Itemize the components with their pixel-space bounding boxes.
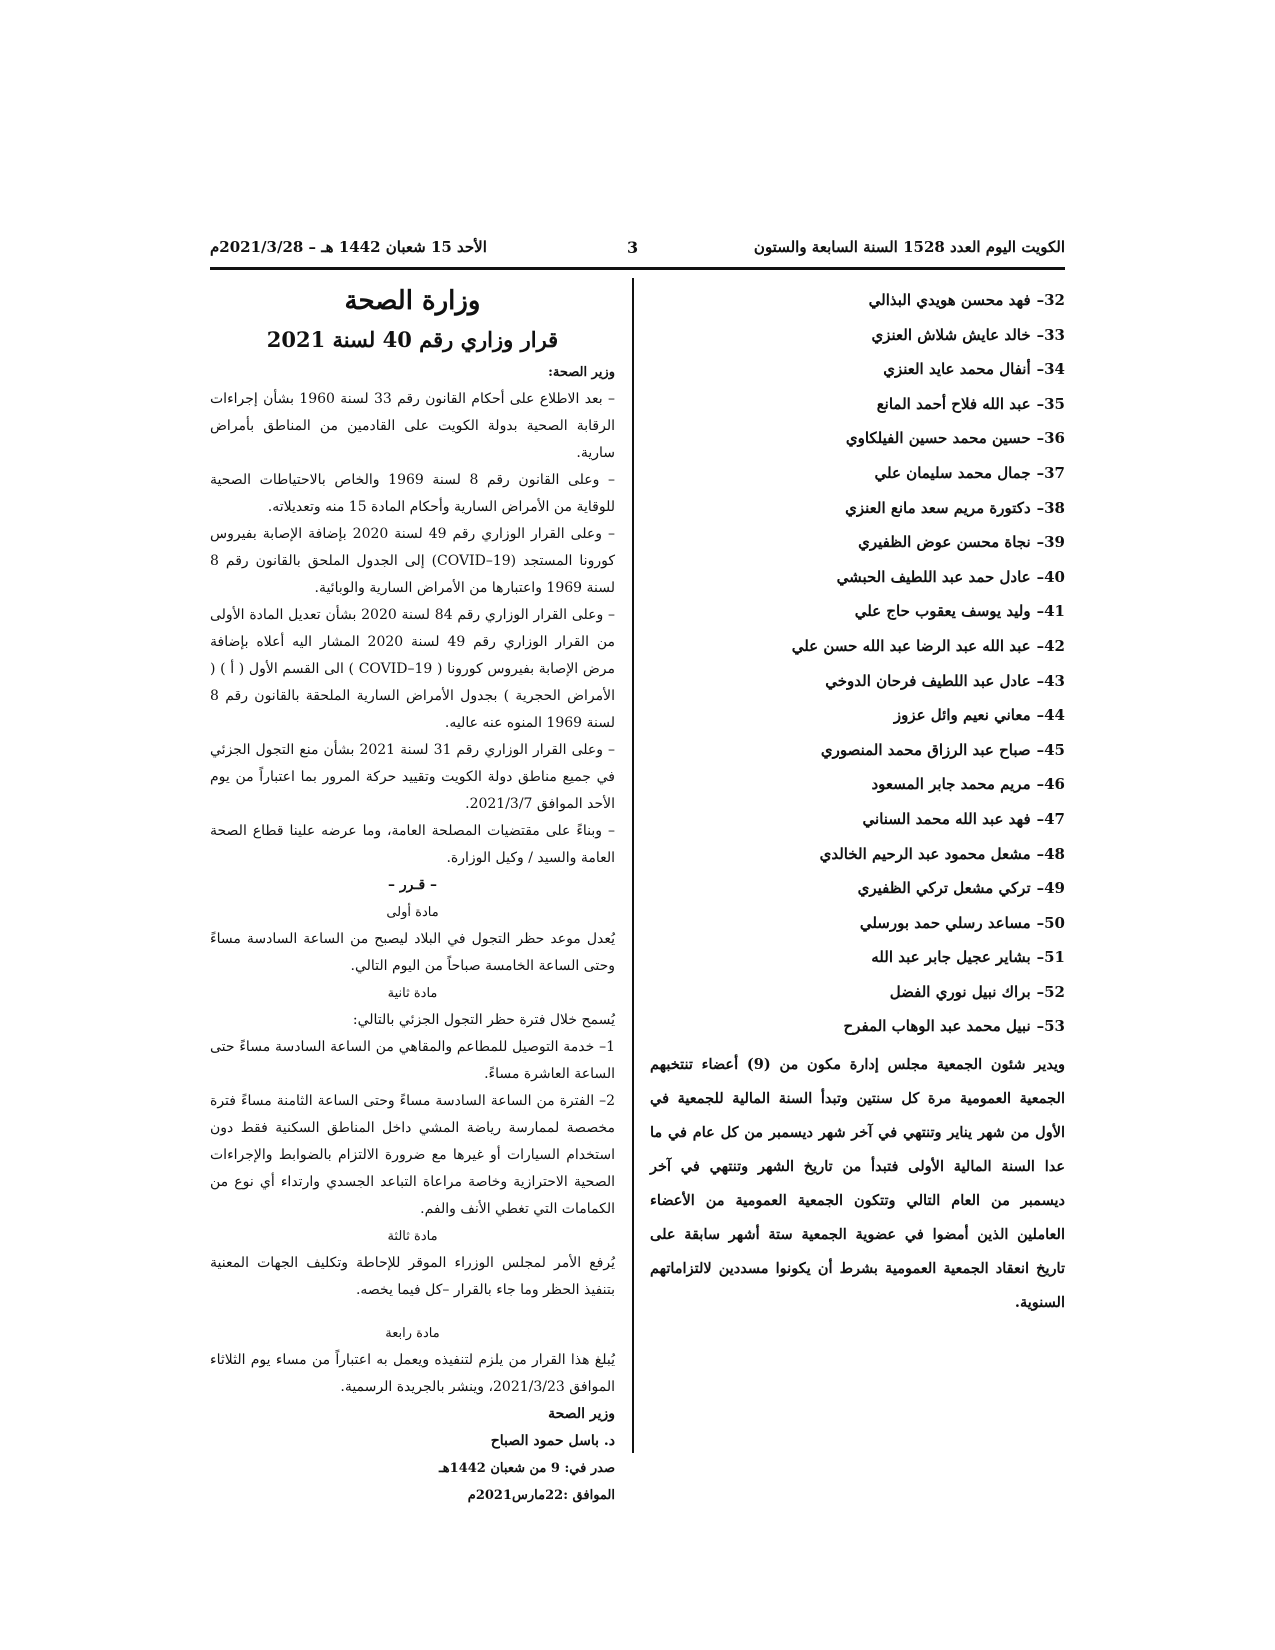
list-item: 43–عادل عبد اللطيف فرحان الدوخي [825, 671, 1065, 690]
list-item: 45–صباح عبد الرزاق محمد المنصوري [820, 740, 1065, 759]
issued-date-gregorian: الموافق :22مارس2021م [467, 1488, 615, 1503]
list-item: 39–نجاة محسن عوض الظفيري [858, 533, 1065, 552]
list-item: 38–دكتورة مريم سعد مانع العنزي [845, 498, 1065, 517]
article-item: 2– الفترة من الساعة السادسة مساءً وحتى الساعة الثامنة مساءً فترة مخصصة لممارسة رياضة المشي داخل المناطق السكنية فقط دون استخدام السيارات أو غيرها مع ضرورة الالتزام بالضوابط والإجراءات الصحية الاحترازية وخاصة مراعاة التباعد الجسدي وارتداء أي نوع من الكمامات التي تغطي الأنف والفم. [210, 1093, 615, 1217]
preamble-item: – وبناءً على مقتضيات المصلحة العامة، وما عرضه علينا قطاع الصحة العامة والسيد / وكيل الوزارة. [210, 823, 615, 866]
preamble-item: – بعد الاطلاع على أحكام القانون رقم 33 لسنة 1960 بشأن إجراءات الرقابة الصحية بدولة الكويت على القادمين من المناطق بأمراض سارية. [210, 391, 615, 461]
preamble-item: – وعلى القرار الوزاري رقم 84 لسنة 2020 بشأن تعديل المادة الأولى من القرار الوزاري رقم 49 لسنة 2020 المشار اليه أعلاه بإضافة مرض الإصابة بفيروس كورونا ( COVID–19 ) الى القسم الأول ( أ ) ( الأمراض الحجرية ) بجدول الأمراض السارية الملحقة بالقانون رقم 8 لسنة 1969 المنوه عنه عاليه. [210, 607, 616, 731]
preamble-item: – وعلى القرار الوزاري رقم 31 لسنة 2021 بشأن منع التجول الجزئي في جميع مناطق دولة الكويت وتقييد حركة المرور بما اعتباراً من يوم الأحد الموافق 2021/3/7. [210, 742, 615, 812]
list-item: 36–حسين محمد حسين الفيلكاوي [845, 429, 1065, 448]
signature-title: وزير الصحة [548, 1406, 615, 1422]
decree-title: قرار وزاري رقم 40 لسنة 2021 [266, 327, 559, 352]
members-column [650, 283, 1065, 1320]
issued-date-hijri: صدر في: 9 من شعبان 1442هـ [439, 1461, 615, 1476]
page-header [210, 238, 1065, 266]
members-list [650, 283, 1065, 1044]
minister-intro: وزير الصحة: [548, 365, 615, 380]
list-item: 37–جمال محمد سليمان علي [874, 463, 1065, 482]
list-item: 51–بشاير عجيل جابر عبد الله [871, 948, 1065, 967]
gazette-issue-info: الكويت اليوم العدد 1528 السنة السابعة والستون [753, 238, 1065, 256]
list-item: 34–أنفال محمد عايد العنزي [883, 360, 1065, 379]
list-item: 42–عبد الله عبد الرضا عبد الله حسن علي [791, 636, 1065, 655]
spacer [210, 1304, 615, 1320]
article-heading: مادة ثالثة [387, 1229, 438, 1244]
issue-date: الأحد 15 شعبان 1442 هـ – 2021/3/28م [210, 238, 487, 256]
article-item: 1– خدمة التوصيل للمطاعم والمقاهي من الساعة السادسة مساءً حتى الساعة العاشرة مساءً. [210, 1039, 615, 1082]
list-item: 52–براك نبيل نوري الفضل [889, 982, 1065, 1001]
article-text: يُرفع الأمر لمجلس الوزراء الموقر للإحاطة وتكليف الجهات المعنية بتنفيذ الحظر وما جاء بالقرار –كل فيما يخصه. [210, 1255, 615, 1298]
article-heading: مادة أولى [386, 905, 439, 920]
list-item: 41–وليد يوسف يعقوب حاج علي [854, 602, 1065, 621]
list-item: 47–فهد عبد الله محمد السناني [862, 809, 1065, 828]
article-text: يُسمح خلال فترة حظر التجول الجزئي بالتالي: [352, 1012, 615, 1028]
article-text: يُعدل موعد حظر التجول في البلاد ليصبح من الساعة السادسة مساءً وحتى الساعة الخامسة صباحاً من اليوم التالي. [210, 931, 615, 974]
decree-column [210, 283, 615, 1509]
decided-heading: – قـرر – [387, 877, 438, 893]
signature-name: د. باسل حمود الصباح [490, 1433, 615, 1449]
list-item: 44–معاني نعيم وائل عزوز [893, 706, 1065, 725]
ministry-heading: وزارة الصحة [344, 286, 481, 316]
list-item: 32–فهد محسن هويدي البذالي [868, 291, 1065, 309]
article-heading: مادة رابعة [385, 1326, 440, 1341]
preamble-item: – وعلى القانون رقم 8 لسنة 1969 والخاص بالاحتياطات الصحية للوقاية من الأمراض السارية وأحكام المادة 15 منه وتعديلاته. [210, 472, 615, 515]
list-item: 48–مشعل محمود عبد الرحيم الخالدي [819, 844, 1065, 863]
article-heading: مادة ثانية [387, 986, 438, 1001]
list-item: 50–مساعد رسلي حمد بورسلي [859, 913, 1065, 932]
list-item: 33–خالد عايش شلاش العنزي [871, 325, 1065, 344]
list-item: 53–نبيل محمد عبد الوهاب المفرح [843, 1017, 1065, 1036]
list-item: 40–عادل حمد عبد اللطيف الحبشي [836, 567, 1065, 586]
article-text: يُبلغ هذا القرار من يلزم لتنفيذه ويعمل به اعتباراً من مساء يوم الثلاثاء الموافق 2021/3/23، وينشر بالجريدة الرسمية. [210, 1352, 615, 1395]
preamble-item: – وعلى القرار الوزاري رقم 49 لسنة 2020 بإضافة الإصابة بفيروس كورونا المستجد (COVID–19) إلى الجدول الملحق بالقانون رقم 8 لسنة 1969 واعتبارها من الأمراض السارية والوبائية. [210, 526, 615, 596]
list-item: 35–عبد الله فلاح أحمد المانع [876, 394, 1065, 413]
list-item: 49–تركي مشعل تركي الظفيري [857, 879, 1065, 898]
column-divider [632, 278, 634, 1453]
page-number: 3 [627, 238, 639, 257]
list-item: 46–مريم محمد جابر المسعود [871, 775, 1065, 794]
association-board-paragraph: ويدير شئون الجمعية مجلس إدارة مكون من (9) أعضاء تنتخبهم الجمعية العمومية مرة كل سنتين وتبدأ السنة المالية للجمعية في الأول من شهر يناير وتنتهي في آخر شهر ديسمبر من كل عام في ما عدا السنة المالية الأولى فتبدأ من تاريخ الشهر وتنتهي في آخر ديسمبر من العام التالي وتتكون الجمعية العمومية من الأعضاء العاملين الذين أمضوا في عضوية الجمعية ستة أشهر سابقة على تاريخ انعقاد الجمعية العمومية بشرط أن يكونوا مسددين لالتزاماتهم السنوية. [650, 1056, 1065, 1312]
header-rule [210, 267, 1065, 270]
